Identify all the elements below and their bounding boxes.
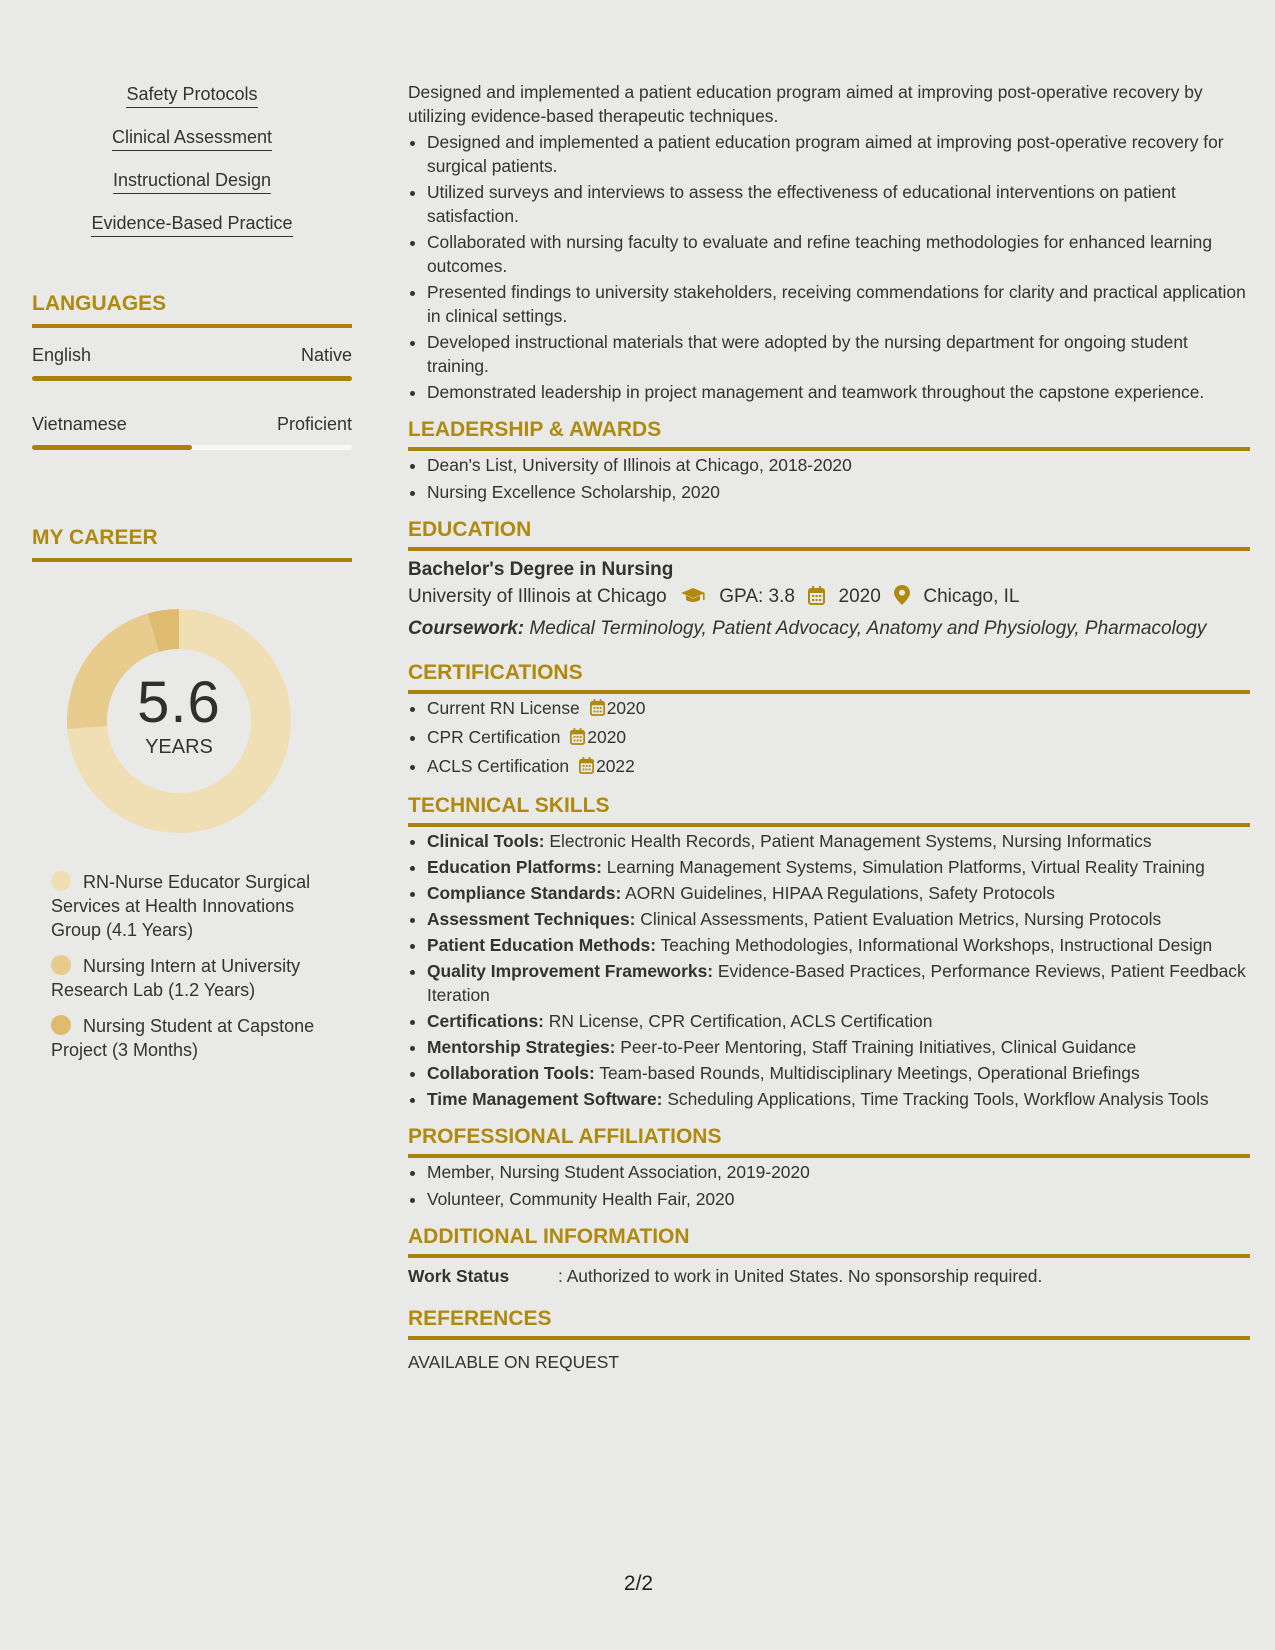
language-bar xyxy=(32,376,352,381)
skill-category: Certifications: xyxy=(427,1011,544,1031)
language-name: English xyxy=(32,345,92,365)
experience-bullet: • Developed instructional materials that were adopted by the nursing department for ongoing student training. xyxy=(427,330,1250,378)
experience-bullet: • Presented findings to university stakeholders, receiving commendations for clarity and practical application in clinical settings. xyxy=(427,280,1250,328)
certification-year: 2022 xyxy=(596,756,635,776)
career-legend-item xyxy=(51,870,341,942)
career-legend-label: RN-Nurse Educator Surgical Services at Health Innovations Group (4.1 Years) xyxy=(51,872,311,940)
affiliation-item: • Volunteer, Community Health Fair, 2020 xyxy=(427,1187,1250,1211)
skill-values: AORN Guidelines, HIPAA Regulations, Safety Protocols xyxy=(625,883,1055,903)
career-heading: MY CAREER xyxy=(32,526,352,562)
certification-name: CPR Certification xyxy=(427,727,561,747)
left-column xyxy=(32,84,352,1074)
skill-tag: Evidence-Based Practice xyxy=(91,213,292,237)
skill-category: Patient Education Methods: xyxy=(427,935,656,955)
language-bar-fill xyxy=(32,445,192,450)
language-item xyxy=(32,414,352,450)
experience-bullet: • Demonstrated leadership in project management and teamwork throughout the capstone experience. xyxy=(427,380,1250,404)
skill-values: Peer-to-Peer Mentoring, Staff Training Initiatives, Clinical Guidance xyxy=(620,1037,1137,1057)
language-bar xyxy=(32,445,352,450)
certification-year: 2020 xyxy=(606,698,646,718)
page-number-text: 2/2 xyxy=(623,1572,654,1595)
references-heading: REFERENCES xyxy=(408,1307,1250,1340)
skill-values: Clinical Assessments, Patient Evaluation Metrics, Nursing Protocols xyxy=(640,909,1162,929)
leadership-item: • Nursing Excellence Scholarship, 2020 xyxy=(427,480,1250,504)
skill-category: Time Management Software: xyxy=(427,1089,663,1109)
additional-info-heading: ADDITIONAL INFORMATION xyxy=(408,1225,1250,1258)
experience-bullet: • Utilized surveys and interviews to assess the effectiveness of educational interventions on patient satisfaction. xyxy=(427,180,1250,228)
map-pin-icon xyxy=(894,585,910,611)
career-legend-item xyxy=(51,1014,341,1062)
career-unit: YEARS xyxy=(145,736,213,758)
technical-skill-item xyxy=(427,1061,1250,1085)
legend-dot xyxy=(51,1015,71,1035)
skill-category: Compliance Standards: xyxy=(427,883,622,903)
technical-skill-item xyxy=(427,1009,1250,1033)
work-status-label: Work Status xyxy=(408,1266,510,1286)
skills-tag-list xyxy=(32,84,352,256)
technical-skill-item xyxy=(427,1035,1250,1059)
skill-tag: Safety Protocols xyxy=(126,84,257,108)
technical-skill-item xyxy=(427,829,1250,853)
legend-dot xyxy=(51,871,71,891)
certification-item xyxy=(427,754,1250,780)
technical-skills-heading: TECHNICAL SKILLS xyxy=(408,794,1250,827)
skill-values: Scheduling Applications, Time Tracking Tools, Workflow Analysis Tools xyxy=(667,1089,1209,1109)
skill-category: Education Platforms: xyxy=(427,857,602,877)
skill-category: Clinical Tools: xyxy=(427,831,545,851)
skill-category: Collaboration Tools: xyxy=(427,1063,595,1083)
language-level: Proficient xyxy=(276,414,352,434)
skill-category: Quality Improvement Frameworks: xyxy=(427,961,714,981)
skill-values: Team-based Rounds, Multidisciplinary Meetings, Operational Briefings xyxy=(599,1063,1140,1083)
certifications-heading: CERTIFICATIONS xyxy=(408,661,1250,694)
career-donut-chart xyxy=(66,608,292,834)
education-location: Chicago, IL xyxy=(923,586,1020,607)
skill-category: Assessment Techniques: xyxy=(427,909,636,929)
skill-tag: Clinical Assessment xyxy=(112,127,272,151)
skill-values: Teaching Methodologies, Informational Workshops, Instructional Design xyxy=(660,935,1213,955)
education-school: University of Illinois at Chicago xyxy=(408,586,667,607)
education-gpa: GPA: 3.8 xyxy=(719,586,795,607)
technical-skill-item xyxy=(427,881,1250,905)
affiliations-list xyxy=(408,1160,1250,1211)
languages-heading: LANGUAGES xyxy=(32,292,352,328)
technical-skill-item xyxy=(427,959,1250,1007)
skill-category: Mentorship Strategies: xyxy=(427,1037,616,1057)
certification-name: ACLS Certification xyxy=(427,756,570,776)
calendar-icon xyxy=(590,698,605,722)
skill-tag: Instructional Design xyxy=(113,170,271,194)
leadership-heading: LEADERSHIP & AWARDS xyxy=(408,418,1250,451)
right-column xyxy=(408,80,1250,1373)
career-legend-label: Nursing Intern at University Research Lab (1.2 Years) xyxy=(51,956,301,1000)
language-bar-fill xyxy=(32,376,352,381)
coursework-label: Coursework: xyxy=(408,618,525,639)
work-status-value: : Authorized to work in United States. No sponsorship required. xyxy=(558,1266,1043,1286)
certification-item xyxy=(427,725,1250,751)
education-year: 2020 xyxy=(838,586,881,607)
legend-dot xyxy=(51,955,71,975)
technical-skill-item xyxy=(427,907,1250,931)
experience-bullets xyxy=(408,130,1250,404)
career-total: 5.6 xyxy=(137,670,221,735)
certifications-list xyxy=(408,696,1250,780)
calendar-icon xyxy=(579,756,594,780)
work-status-row xyxy=(408,1266,1250,1287)
leadership-list xyxy=(408,453,1250,504)
experience-intro: Designed and implemented a patient education program aimed at improving post-operative recovery by utilizing evidence-based therapeutic techniques. xyxy=(408,82,1203,126)
certification-item xyxy=(427,696,1250,722)
education-entry xyxy=(408,559,1250,641)
coursework-text: Medical Terminology, Patient Advocacy, Anatomy and Physiology, Pharmacology xyxy=(529,618,1207,639)
leadership-item: • Dean's List, University of Illinois at Chicago, 2018-2020 xyxy=(427,453,1250,477)
career-legend-label: Nursing Student at Capstone Project (3 Months) xyxy=(51,1016,315,1060)
certification-year: 2020 xyxy=(587,727,627,747)
language-item xyxy=(32,345,352,381)
language-name: Vietnamese xyxy=(32,414,127,434)
career-legend xyxy=(51,870,341,1062)
experience-bullet: • Collaborated with nursing faculty to evaluate and refine teaching methodologies for enhanced learning outcomes. xyxy=(427,230,1250,278)
skill-values: Learning Management Systems, Simulation Platforms, Virtual Reality Training xyxy=(606,857,1205,877)
education-details xyxy=(408,585,1250,611)
career-legend-item xyxy=(51,954,341,1002)
certification-name: Current RN License xyxy=(427,698,580,718)
education-heading: EDUCATION xyxy=(408,518,1250,551)
calendar-icon xyxy=(570,727,585,751)
affiliation-item: • Member, Nursing Student Association, 2019-2020 xyxy=(427,1160,1250,1184)
skill-values: Evidence-Based Practices, Performance Reviews, Patient Feedback Iteration xyxy=(427,961,1246,1005)
technical-skill-item xyxy=(427,1087,1250,1111)
experience-bullet: • Designed and implemented a patient education program aimed at improving post-operative recovery for surgical patients. xyxy=(427,130,1250,178)
skill-values: RN License, CPR Certification, ACLS Certification xyxy=(548,1011,933,1031)
technical-skill-item xyxy=(427,855,1250,879)
skill-values: Electronic Health Records, Patient Management Systems, Nursing Informatics xyxy=(549,831,1152,851)
calendar-icon xyxy=(808,586,825,611)
graduation-cap-icon xyxy=(680,587,706,611)
language-level: Native xyxy=(300,345,352,365)
technical-skill-item xyxy=(427,933,1250,957)
education-coursework xyxy=(408,617,1250,641)
education-degree: Bachelor's Degree in Nursing xyxy=(408,559,674,580)
references-text: AVAILABLE ON REQUEST xyxy=(408,1352,620,1372)
affiliations-heading: PROFESSIONAL AFFILIATIONS xyxy=(408,1125,1250,1158)
page-number xyxy=(0,1572,1275,1596)
technical-skills-list xyxy=(408,829,1250,1111)
